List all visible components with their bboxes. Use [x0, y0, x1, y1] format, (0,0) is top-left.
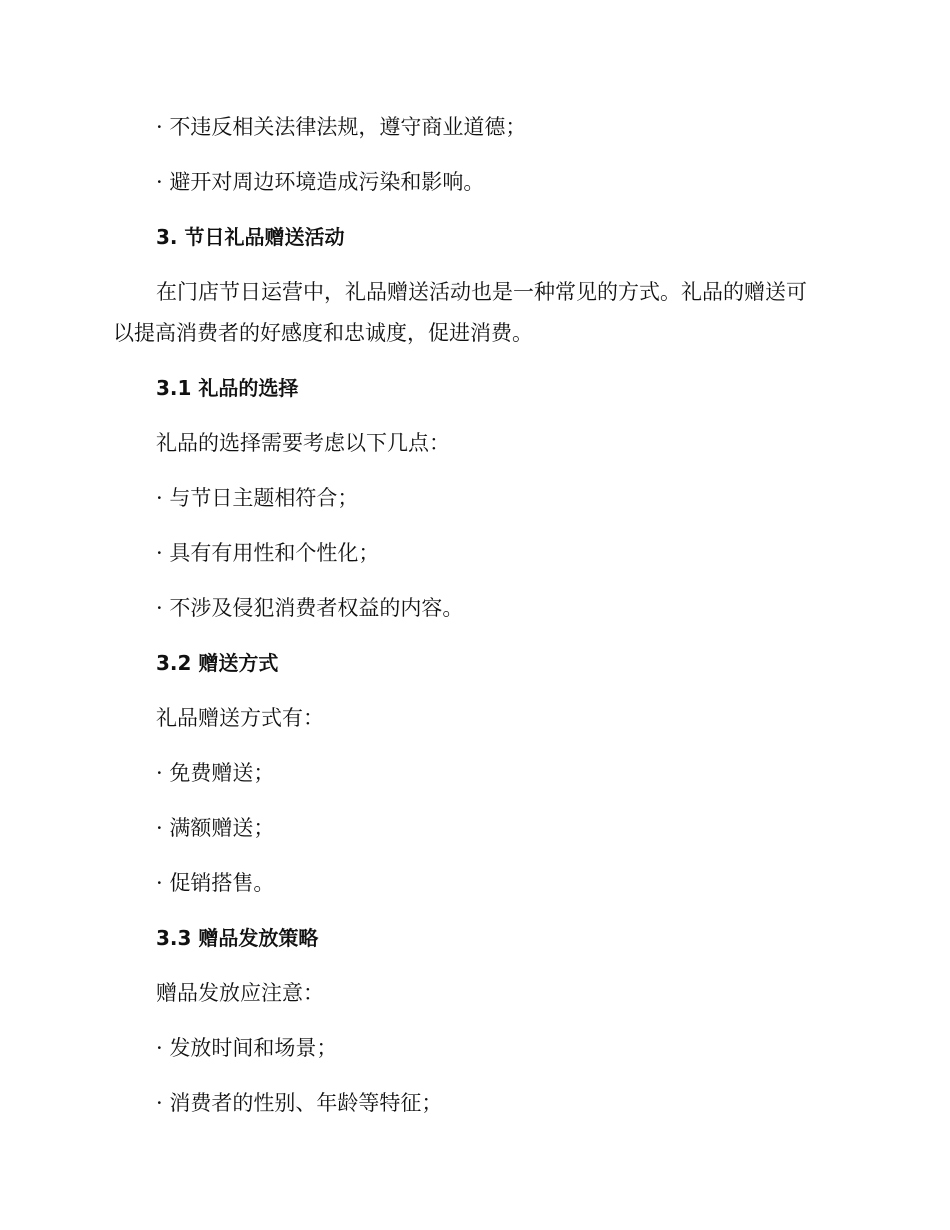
paragraph-line: 以提高消费者的好感度和忠诚度，促进消费。: [113, 321, 533, 345]
subsection-heading: 3.1 礼品的选择: [156, 376, 299, 400]
subsection-heading: 3.2 赠送方式: [156, 651, 279, 675]
bullet-item: · 不违反相关法律法规，遵守商业道德；: [156, 115, 527, 139]
section-heading: 3. 节日礼品赠送活动: [156, 225, 345, 249]
bullet-item: · 消费者的性别、年龄等特征；: [156, 1091, 443, 1115]
bullet-item: · 促销搭售。: [156, 871, 275, 895]
subsection-heading: 3.3 赠品发放策略: [156, 926, 319, 950]
bullet-item: · 具有有用性和个性化；: [156, 541, 380, 565]
bullet-item: · 与节日主题相符合；: [156, 486, 359, 510]
body-text: 礼品的选择需要考虑以下几点：: [156, 431, 450, 455]
bullet-item: · 不涉及侵犯消费者权益的内容。: [156, 596, 464, 620]
bullet-item: · 满额赠送；: [156, 816, 275, 840]
paragraph-line: 在门店节日运营中，礼品赠送活动也是一种常见的方式。礼品的赠送可: [156, 280, 807, 304]
body-text: 礼品赠送方式有：: [156, 706, 324, 730]
bullet-item: · 避开对周边环境造成污染和影响。: [156, 170, 485, 194]
bullet-item: · 免费赠送；: [156, 761, 275, 785]
bullet-item: · 发放时间和场景；: [156, 1036, 338, 1060]
body-text: 赠品发放应注意：: [156, 981, 324, 1005]
